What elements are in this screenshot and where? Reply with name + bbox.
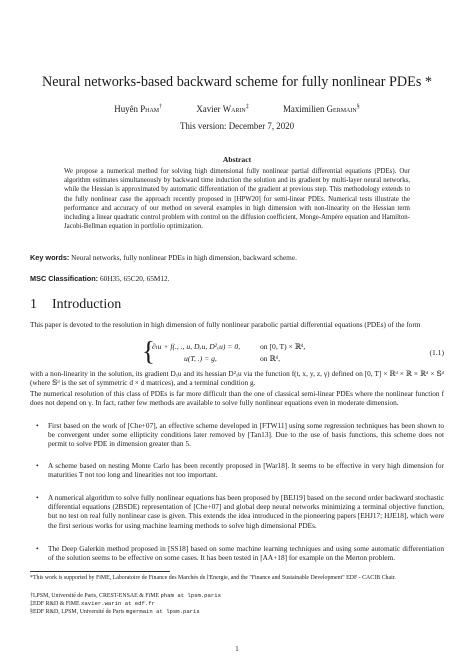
author-footnote-mark: ‡ (245, 104, 249, 110)
list-item-text: First based on the work of [Che+07], an effective scheme developed in [FTW11] using some regression techniques has been shown to be convergent under some ellipticity conditions later removed by [Tan13]. Due to the use of basis functions, this scheme does not permit to solve PDE in dimension greater than 5. (48, 421, 444, 449)
bullet-icon: • (36, 493, 39, 502)
footnote (30, 608, 444, 616)
footnote: *This work is supported by FiME, Laboratoire de Finance des Marchés de l'Energie, and the "Finance and Sustainable Development" EDF - CACIB Chair. (30, 575, 396, 581)
bullet-icon: • (36, 421, 39, 430)
footnote-text: †LPSM, Université de Paris, CREST-ENSAE & FiME (30, 593, 160, 599)
author-footnote-mark: † (159, 104, 163, 110)
footnote-divider (30, 571, 170, 572)
list-item-text: A scheme based on nesting Monte Carlo has been recently proposed in [War18]. It seems to be effective in very high dimension for maturities T not too long and linearities not too important. (48, 461, 444, 480)
equation-label: (1.1) (429, 348, 444, 357)
page-number: 1 (235, 644, 239, 653)
equation-brace: { (142, 336, 155, 366)
list-item-text: The Deep Galerkin method proposed in [SS18] based on some machine learning techniques and using some automatic differentiation of the solution seems to be effective on some cases. It has been tested in [AA+18] for example on the Merton problem. (48, 544, 444, 563)
keywords-label: Key words: (30, 253, 70, 262)
paper-title: Neural networks-based backward scheme for fully nonlinear PDEs * (41, 74, 433, 90)
footnote-email: xavier.warin at edf.fr (81, 600, 155, 607)
author-first-name: Xavier (196, 103, 221, 114)
list-item (30, 544, 444, 562)
intro-paragraph: with a non-linearity in the solution, its gradient Dₓu and its hessian D²ₓu via the function f(t, x, y, z, γ) defined on [0, T] × ℝᵈ × ℝ × ℝᵈ × 𝕊ᵈ (where 𝕊ᵈ is the set of symmetric d × d matrices), and a terminal condition g. (30, 369, 444, 388)
author-first-name: Huyên (114, 103, 138, 114)
version-date: This version: December 7, 2020 (179, 121, 295, 131)
msc-classification (30, 274, 444, 283)
section-title: Introduction (52, 297, 122, 312)
author-footnote-mark: § (356, 104, 360, 110)
list-item-text: A numerical algorithm to solve fully nonlinear equations has been proposed by [BEJ19] based on the second order backward stochastic differential equations (2BSDE) representation of [Che+07] and global deep neural networks minimizing a terminal objective function, but no test on real fully nonlinear case is given. This extends the idea introduced in the pioneering papers [EHJ17; HJE18], which were the first serious works for using machine learning methods to solve high dimensional PDEs. (48, 493, 444, 530)
author-last-name: Pham (140, 103, 160, 114)
section-heading (30, 297, 121, 313)
bullet-icon: • (36, 461, 39, 470)
list-item (30, 421, 444, 449)
author (283, 102, 360, 115)
author-last-name: Germain (326, 103, 357, 114)
author (196, 102, 248, 115)
equation-line: u(T, .) = g, (184, 354, 217, 363)
footnote-text: ‡EDF R&D & FiME (30, 601, 80, 607)
footnote-email: pham at lpsm.paris (160, 592, 221, 599)
keywords-text: Neural networks, fully nonlinear PDEs in high dimension, backward scheme. (71, 253, 297, 262)
abstract-text: We propose a numerical method for solving high dimensional fully nonlinear partial differential equations (PDEs). Our algorithm estimates simultaneously by backward time induction the solution and its gradient by multi-layer neural networks, while the Hessian is approximated by automatic differentiation of the gradient at previous step. This methodology extends to the fully nonlinear case the approach recently proposed in [HPW20] for semi-linear PDEs. Numerical tests illustrate the performance and accuracy of our method on several examples in high dimension with non-linearity on the Hessian term including a linear quadratic control problem with control on the diffusion coefficient, Monge-Ampère equation and Hamilton-Jacobi-Bellman equation in portfolio optimization. (64, 168, 410, 231)
msc-text: 60H35, 65C20, 65M12. (99, 274, 170, 283)
abstract-heading: Abstract (222, 155, 252, 164)
equation-1-1 (142, 336, 444, 367)
list-item (30, 493, 444, 530)
footnote-text: §EDF R&D, LPSM, Université de Paris (30, 609, 125, 615)
section-number: 1 (30, 297, 37, 312)
intro-paragraph: The numerical resolution of this class of PDEs is far more difficult than the one of classical semi-linear PDEs where the nonlinear function f does not depend on γ. In fact, rather few methods are available to solve fully nonlinear equations even in moderate dimension. (30, 389, 444, 408)
equation-domain: on [0, T) × ℝᵈ, (260, 342, 306, 351)
list-item (30, 461, 444, 479)
bullet-icon: • (36, 544, 39, 553)
keywords (30, 253, 444, 262)
author (114, 102, 162, 115)
equation-line: ∂ₜu + f(., ., u, Dₓu, D²ₓu) = 0, (152, 342, 241, 351)
author-first-name: Maximilien (282, 103, 325, 114)
footnote-email: mgermain at lpsm.paris (125, 608, 200, 615)
author-list (30, 102, 444, 115)
msc-label: MSC Classification: (30, 274, 99, 283)
author-last-name: Warin (222, 103, 246, 114)
equation-domain: on ℝᵈ, (260, 354, 281, 363)
intro-paragraph: This paper is devoted to the resolution in high dimension of fully nonlinear parabolic partial differential equations (PDEs) of the form (30, 320, 421, 329)
